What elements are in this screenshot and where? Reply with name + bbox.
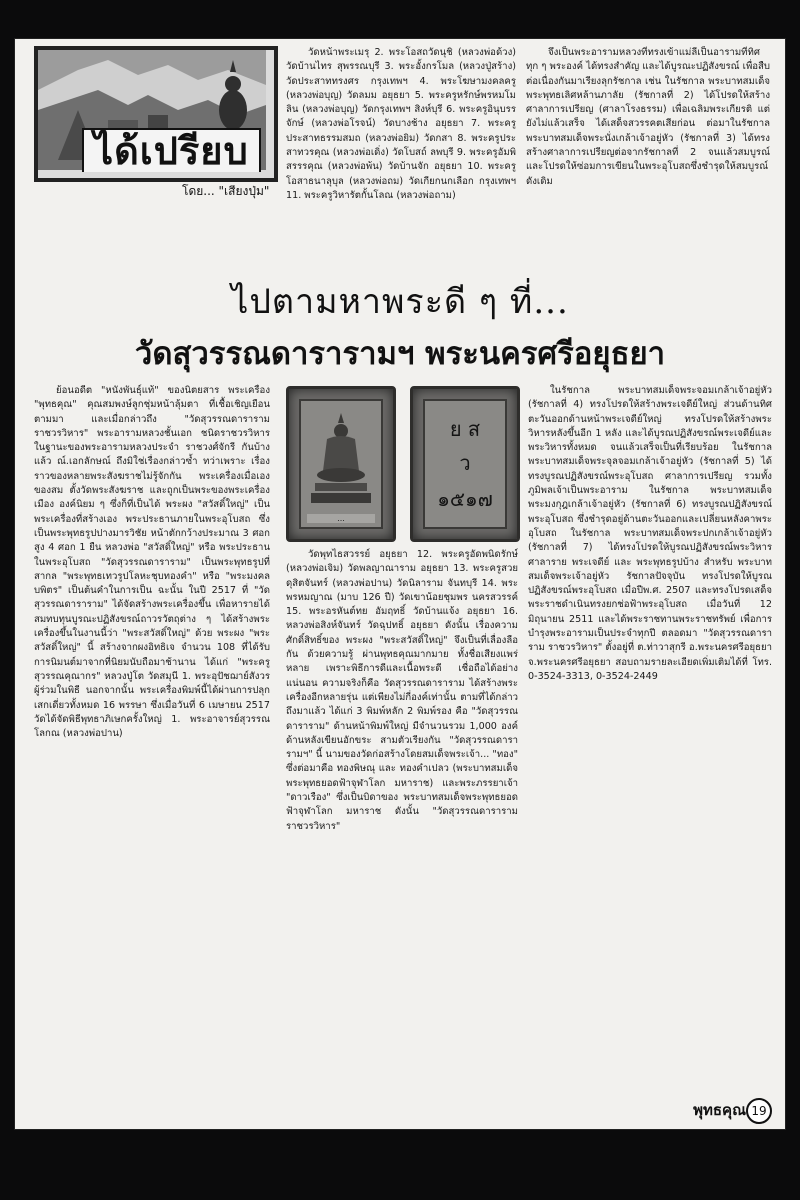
section-title: ได้เปรียบ	[82, 128, 261, 172]
column-right	[528, 384, 772, 1114]
column-left	[34, 384, 270, 1124]
paragraph: วัดพุทไธสวรรย์ อยุธยา 12. พระครูอัดพนิดรักษ์ (หลวงพ่อเจิม) วัดพลญาณาราม อยุธยา 13. พระครูสวย ดุสิตจันทร์ (หลวงพ่อปาน) วัดนิลาราม จันทบุรี 14. พระพรหมญาณ (มาบ 126 ปี) วัดเขาน้อยชุมพร นครสวรรค์ 15. พระอรหันต์ทย อัมฤทธิ์ วัดบ้านแจ้ง อยุธยา 16. หลวงพ่อสิงห์จันทร์ วัดฉุปทธิ์ อยุธยา ดังนั้น เรื่องความศักดิ์สิทธิ์ของ พระผง "พระสวัสดิ์ใหญ่" จึงเป็นที่เลื่องลือกัน ด้วยความรู้ ผ่านพุทธคุณมากมาย ทั้งชื่อเสียงแพร่หลาย เพราะพิธีการดีและเนื้อพระดี เชื่อถือได้อย่างแน่นอน ความจริงก็คือ วัดสุวรรณดาราราม ได้สร้างพระเครื่องอีกหลายรุ่น แต่เพียงไม่กี่องค์เท่านั้น ตามที่ได้กล่าวถึงมาแล้ว ได้แก่ 3 พิมพ์หลัก 2 พิมพ์รอง คือ "วัดสุวรรณดาราราม" ด้านหน้าพิมพ์ใหญ่ มีจำนวนรวม 1,000 องค์ ด้านหลังเขียนอักขระ สามตัวเรียงกัน "วัดสุวรรณดารารามฯ" นี้ นามของวัดก่อสร้างโดยสมเด็จพระเจ้า... "ทอง" ซึ่งต่อมาคือ ทองพิษณุ และ ทองคำเปลว (พระบาทสมเด็จพระพุทธยอดฟ้าจุฬาโลก มหาราช) และพระภรรยาเจ้า "ดาวเรือง" ซึ่งเป็นบิดาของ พระบาทสมเด็จพระพุทธยอดฟ้าจุฬาโลก มหาราช ดังนั้น "วัดสุวรรณดาราราม ราชวรวิหาร"	[286, 549, 518, 832]
author-byline: โดย... "เสียงปุ่ม"	[182, 184, 270, 198]
amulet-back-script-2: ว	[459, 451, 471, 475]
magazine-brand: พุทธคุณ	[693, 1101, 746, 1119]
amulet-back-photo	[410, 386, 520, 542]
headline-line-1: ไปตามหาพระดี ๆ ที่...	[231, 282, 569, 322]
amulet-front-caption: ...	[307, 514, 375, 523]
amulet-front-frame	[299, 399, 383, 529]
amulet-front-photo	[286, 386, 396, 542]
seated-buddha-icon	[301, 401, 381, 525]
page-number: 19	[746, 1098, 772, 1124]
paragraph: ย้อนอดีต "หนังพันธุ์แท้" ของนิตยสาร พระเครื่อง "พุทธคุณ" คุณสมพงษ์ลูกชุ่มหน้าลุ้มตา ที่เชื้อเชิญเยือนตามมา และเมื่อกล่าวถึง "วัดสุวรรณดารารามราชวรวิหาร" พระอารามหลวงชั้นเอก ชนิดราชวรวิหาร ในฐานะของพระอารามหลวงประจำ ราชวงศ์จักรี กันบ้างแล้ว ณ์.เอกลักษณ์ ถึงมิใช่เรื่องกล่าวซ้ำ ทว่าเพราะ เรื่องราวของหลายพระสังฆราชไม่รู้จักกัน พระเครื่องเมื่อเอง ของสม ตั้งวัดพระสังฆราช และถูกเป็นพระของพระเครื่องเมือง องค์นิยม ๆ ซึ่งก็ที่เป็นได้ พระผง "สวัสดิ์ใหญ่" เป็นพระเครื่องที่สร้างเอง พระประธานภายในพระอุโบสถ ซึ่งเป็นพระพุทธรูปปางมารวิชัย หน้าตักกว้างประมาณ 3 ศอก สูง 4 ศอก 1 ยืน หลวงพ่อ "สวัสดิ์ใหญ่" หรือ พระประธานในพระอุโบสถ "วัดสุวรรณดาราราม" เป็นพระพุทธรูปที่สากล "พระพุทธเทวรูปโลหะชุบทองคำ" หรือ "พระมงคลบพิตร" เป็นต้นคำในการเป็น ฉะนั้น ในปี 2517 ที่ "วัดสุวรรณดาราราม" ได้จัดสร้างพระเครื่องขึ้น เพื่อหารายได้สมทบทุนบูรณะปฏิสังขรณ์ถาวรวัตถุต่าง ๆ ได้สร้างพระเครื่องขึ้นในงานนี้ว่า "พระสวัสดิ์ใหญ่" ด้วย พระผง "พระสวัสดิ์ใหญ่" นี้ สร้างจากผงอิทธิเจ จำนวน 108 ที่ได้รับการนิมนต์มาจากที่นิยมนับถือมาช้านาน ได้แก่ "พระครูสุวรรณคุณากร" หลวงปู่โต วัดสมุนี 1. พระอุปัชฌาย์สังวร ผู้ร่วมในพิธี นอกจากนั้น พระเครื่องพิมพ์นี้ได้ผ่านการปลุกเสกเดี่ยวทั้งหมด 16 พรรษา ซึ่งเมื่อวันที่ 6 เมษายน 2517 วัดได้จัดพิธีพุทธาภิเษกครั้งใหญ่ 1. พระอาจารย์สุวรรณโลกณ (หลวงพ่อปาน)	[34, 385, 270, 740]
column-top-right	[526, 46, 770, 266]
paragraph: วัดหน้าพระเมรุ 2. พระโอสถวัดนุชิ (หลวงพ่อด้วง) วัดบ้านไทร สุพรรณบุรี 3. พระอั้งกรโมล (หลวงปู่สร้าง) วัดประสาททรงศร กรุงเทพฯ 4. พระโฆษามงคลครู (หลวงพ่อบุญ) วัดลมม อยุธยา 5. พระครูหรักษ์พรหมโมลิน (หลวงพ่อบุญ) วัดกรุงเทพฯ สิงห์บุรี 6. พระครูอินุบรรจักษ์ (หลวงพ่อโรจน์) วัดบางช้าง อยุธยา 7. พระครูประสาทธรรมสมถ (หลวงพ่อยิม) วัดกสา 8. พระครูประสาทวรคุณ (หลวงพ่อเดิ่ง) วัดโบสถ์ ลพบุรี 9. พระครูอัมพิสรรรคุณ (หลวงพ่อพ้น) วัดบ้านจัก อยุธยา 10. พระครูโอสาธนาลุบุล (หลวงพ่อถม) วัดเกียกนกเลือก กรุงเทพฯ 11. พระครูวิหารัตกั้นโลณ (หลวงพ่อถาม)	[286, 47, 516, 201]
amulet-back-script-1: ย ส	[449, 417, 481, 441]
headline-line-2: วัดสุวรรณดารารามฯ พระนครศรีอยุธยา	[134, 336, 666, 372]
magazine-page	[14, 38, 786, 1130]
amulet-back-frame	[423, 399, 507, 529]
column-header-banner	[34, 46, 278, 182]
paragraph: ในรัชกาล พระบาทสมเด็จพระจอมเกล้าเจ้าอยู่หัว (รัชกาลที่ 4) ทรงโปรดให้สร้างพระเจดีย์ใหญ่ ส่วนด้านทิศตะวันออกด้านหน้าพระเจดีย์ใหญ่ ทรงโปรดให้สร้างพระวิหารหลังขึ้นอีก 1 หลัง และได้บูรณปฏิสังขรณ์พระเจดีย์และพระวิหารทั้งหมด จนแล้วเสร็จเป็นที่เรียบร้อย ในรัชกาล พระบาทสมเด็จพระจุลจอมเกล้าเจ้าอยู่หัว (รัชกาลที่ 5) ได้ทรงบูรณปฏิสังขรณ์พระอุโบสถ ศาลาการเปรียญ รวมทั้งภูมิพลเจ้าเป็นพระอาราม ในรัชกาล พระบาทสมเด็จพระมงกุฎเกล้าเจ้าอยู่หัว (รัชกาลที่ 6) ทรงบูรณปฏิสังขรณ์พระอุโบสถ ซึ่งชำรุดอยู่ด้านตะวันออกและเปลี่ยนหลังคาพระอุโบสถ ในรัชกาล พระบาทสมเด็จพระปกเกล้าเจ้าอยู่หัว (รัชกาลที่ 7) ได้ทรงโปรดให้บูรณปฏิสังขรณ์พระวิหาร ศาลาราย พระเจดีย์ และ พระพุทธรูปบ้าง สำหรับ พระบาทสมเด็จพระเจ้าอยู่หัว รัชกาลปัจจุบัน ทรงโปรดให้บูรณปฏิสังขรณ์พระอุโบสถ เมื่อปีพ.ศ. 2507 และทรงโปรดเสด็จพระราชดำเนินทรงยกช่อฟ้าพระอุโบสถ เมื่อวันที่ 12 มิถุนายน 2511 และได้พระราชทานพระราชทรัพย์ เพื่อการบำรุงพระอารามเป็นประจำทุกปี ตลอดมา "วัดสุวรรณดาราราม ราชวรวิหาร" ตั้งอยู่ที่ ต.ท่าวาสุกรี อ.พระนครศรีอยุธยา จ.พระนครศรีอยุธยา สอบถามรายละเอียดเพิ่มเติมได้ที่ โทร. 0-3524-3313, 0-3524-2449	[528, 385, 772, 682]
amulet-back-script-3: ๑๕๑๗	[437, 487, 493, 511]
paragraph: จึงเป็นพระอารามหลวงที่ทรงเข้าแม่ลีเป็นอารามที่ทิศ ทุก ๆ พระองค์ ได้ทรงสำคัญ และได้บูรณะปฏิสังขรณ์ เพื่อสืบต่อเนื่องกันมาเรียงลุกรัชกาล เช่น ในรัชกาล พระบาทสมเด็จพระพุทธเลิศหล้านภาลัย (รัชกาลที่ 2) ได้โปรดให้สร้างศาลาการเปรียญ (ศาลาโรงธรรม) เพื่อเฉลิมพระเกียรติ แต่ยังไม่แล้วเสร็จ ได้เสด็จสวรรคตเสียก่อน ต่อมาในรัชกาล พระบาทสมเด็จพระนั่งเกล้าเจ้าอยู่หัว (รัชกาลที่ 3) ได้ทรงสร้างศาลาการเปรียญต่อจากรัชกาลที่ 2 จนแล้วสมบูรณ์ และโปรดให้ซ่อมการเขียนในพระอุโบสถซึ่งชำรุดให้สมบูรณ์ดังเดิม	[526, 47, 770, 187]
column-top-middle	[286, 46, 516, 266]
column-middle	[286, 548, 518, 1124]
